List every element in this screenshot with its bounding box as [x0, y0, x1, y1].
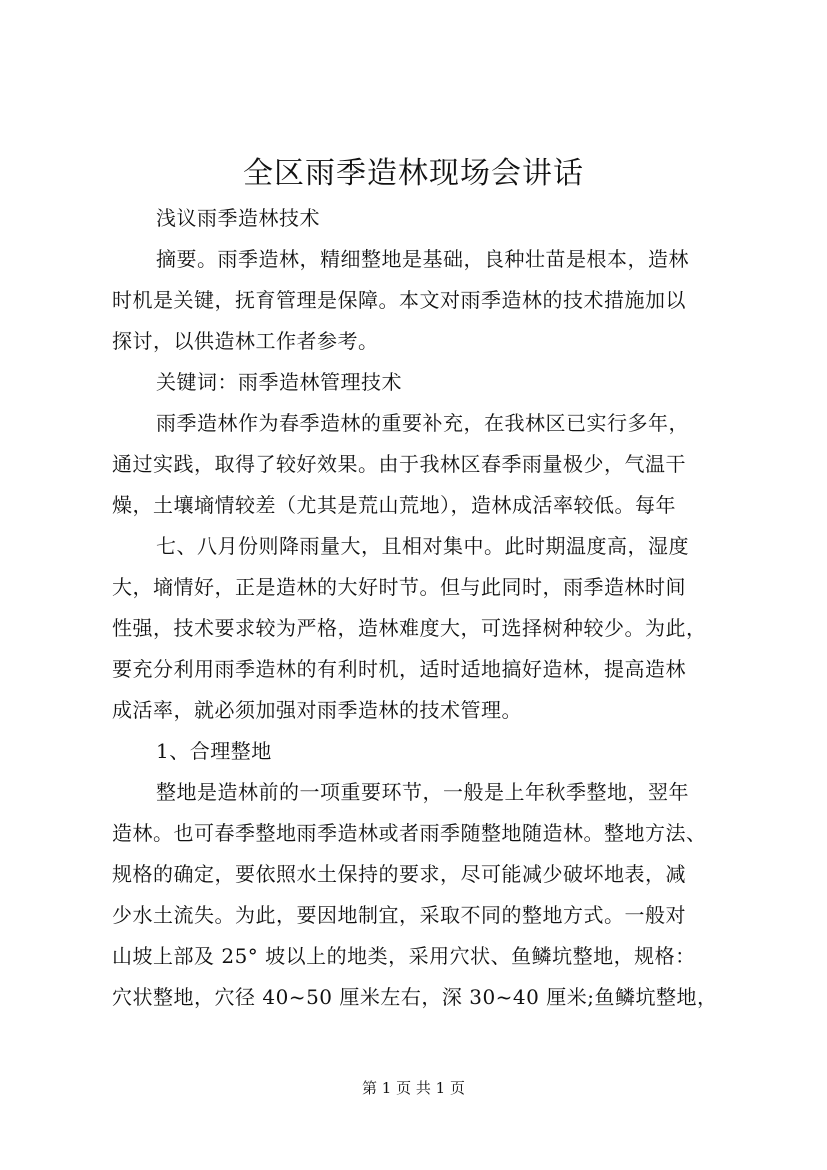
text-line: 关键词：雨季造林管理技术: [156, 370, 402, 394]
text-line: 山坡上部及 25° 坡以上的地类，采用穴状、鱼鳞坑整地，规格：: [112, 944, 696, 968]
text-line: 整地是造林前的一项重要环节，一般是上年秋季整地，翌年: [156, 780, 689, 804]
text-line: 性强，技术要求较为严格，造林难度大，可选择树种较少。为此，: [112, 616, 707, 640]
text-line: 1、合理整地: [156, 739, 272, 763]
text-line: 浅议雨季造林技术: [156, 206, 320, 230]
text-line: 雨季造林作为春季造林的重要补充，在我林区已实行多年，: [156, 411, 689, 435]
text-line: 少水土流失。为此，要因地制宜，采取不同的整地方式。一般对: [112, 903, 686, 927]
document-title: 全区雨季造林现场会讲话: [243, 156, 584, 191]
text-line: 通过实践，取得了较好效果。由于我林区春季雨量极少，气温干: [112, 452, 686, 476]
text-line: 造林。也可春季整地雨季造林或者雨季随整地随造林。整地方法、: [112, 821, 707, 845]
text-line: 探讨，以供造林工作者参考。: [112, 329, 379, 353]
text-line: 成活率，就必须加强对雨季造林的技术管理。: [112, 698, 522, 722]
text-line: 穴状整地，穴径 40~50 厘米左右，深 30~40 厘米;鱼鳞坑整地，: [112, 985, 718, 1009]
text-line: 摘要。雨季造林，精细整地是基础，良种壮苗是根本，造林: [156, 247, 689, 271]
text-line: 七、八月份则降雨量大，且相对集中。此时期温度高，湿度: [156, 534, 689, 558]
text-line: 燥，土壤墒情较差（尤其是荒山荒地），造林成活率较低。每年: [112, 493, 676, 517]
page-number-footer: 第 1 页 共 1 页: [362, 1079, 465, 1097]
text-line: 大，墒情好，正是造林的大好时节。但与此同时，雨季造林时间: [112, 575, 686, 599]
text-line: 要充分利用雨季造林的有利时机，适时适地搞好造林，提高造林: [112, 657, 686, 681]
text-line: 规格的确定，要依照水土保持的要求，尽可能减少破坏地表，减: [112, 862, 686, 886]
document-body: [112, 198, 742, 1018]
text-line: 时机是关键，抚育管理是保障。本文对雨季造林的技术措施加以: [112, 288, 686, 312]
